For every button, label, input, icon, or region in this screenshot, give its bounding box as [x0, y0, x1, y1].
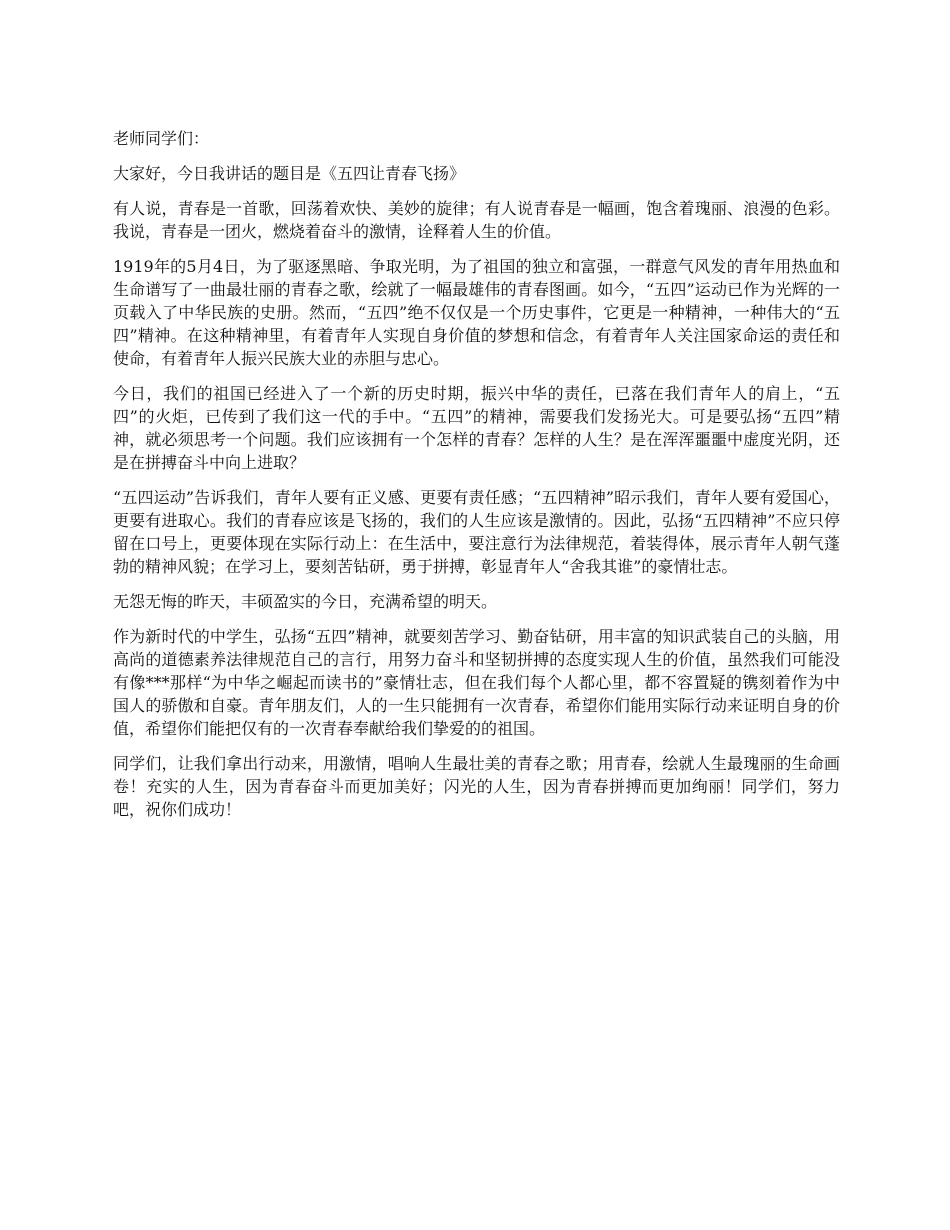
- paragraph-students-role: 作为新时代的中学生，弘扬“五四”精神，就要刻苦学习、勤奋钻研，用丰富的知识武装自己的头脑，用高尚的道德素养法律规范自己的言行，用努力奋斗和坚韧拼搏的态度实现人生的价值，虽然我们可能没有像***那样“为中华之崛起而读书的”豪情壮志，但在我们每个人都心里，都不容置疑的镌刻着作为中国人的骄傲和自豪。青年朋友们，人的一生只能拥有一次青春，希望你们能用实际行动来证明自身的价值，希望你们能把仅有的一次青春奉献给我们挚爱的的祖国。: [113, 627, 840, 738]
- paragraph-may-fourth-history: 1919年的5月4日，为了驱逐黑暗、争取光明，为了祖国的独立和富强，一群意气风发的青年用热血和生命谱写了一曲最壮丽的青春之歌，绘就了一幅最雄伟的青春图画。如今，“五四”运动已作为光辉的一页载入了中华民族的史册。然而，“五四”绝不仅仅是一个历史事件，它更是一种精神，一种伟大的“五四”精神。在这种精神里，有着青年人实现自身价值的梦想和信念，有着青年人关注国家命运的责任和使命，有着青年人振兴民族大业的赤胆与忠心。: [113, 257, 840, 368]
- speech-title-line: 大家好，今日我讲话的题目是《五四让青春飞扬》: [113, 164, 466, 183]
- salutation: 老师同学们：: [113, 129, 210, 148]
- paragraph-may-fourth-spirit: “五四运动”告诉我们，青年人要有正义感、更要有责任感；“五四精神”昭示我们，青年人要有爱国心，更要有进取心。我们的青春应该是飞扬的，我们的人生应该是激情的。因此，弘扬“五四精神”不应只停留在口号上，更要体现在实际行动上：在生活中，要注意行为法律规范，着装得体，展示青年人朝气蓬勃的精神风貌；在学习上，要刻苦钻研，勇于拼搏，彰显青年人“舍我其谁”的豪情壮志。: [113, 488, 840, 576]
- paragraph-youth-metaphor: 有人说，青春是一首歌，回荡着欢快、美妙的旋律；有人说青春是一幅画，饱含着瑰丽、浪漫的色彩。我说，青春是一团火，燃烧着奋斗的激情，诠释着人生的价值。: [113, 199, 840, 241]
- paragraph-new-era: 今日，我们的祖国已经进入了一个新的历史时期，振兴中华的责任，已落在我们青年人的肩上，“五四”的火炬，已传到了我们这一代的手中。“五四”的精神，需要我们发扬光大。可是要弘扬“五四”精神，就必须思考一个问题。我们应该拥有一个怎样的青春？怎样的人生？是在浑浑噩噩中虚度光阴，还是在拼搏奋斗中向上进取？: [113, 384, 840, 472]
- document-body: [113, 127, 840, 833]
- paragraph-short-line: 无怨无悔的昨天，丰硕盈实的今日，充满希望的明天。: [113, 592, 498, 611]
- paragraph-closing: 同学们，让我们拿出行动来，用激情，唱响人生最壮美的青春之歌；用青春，绘就人生最瑰丽的生命画卷！充实的人生，因为青春奋斗而更加美好；闪光的人生，因为青春拼搏而更加绚丽！同学们，努力吧，祝你们成功！: [113, 754, 840, 819]
